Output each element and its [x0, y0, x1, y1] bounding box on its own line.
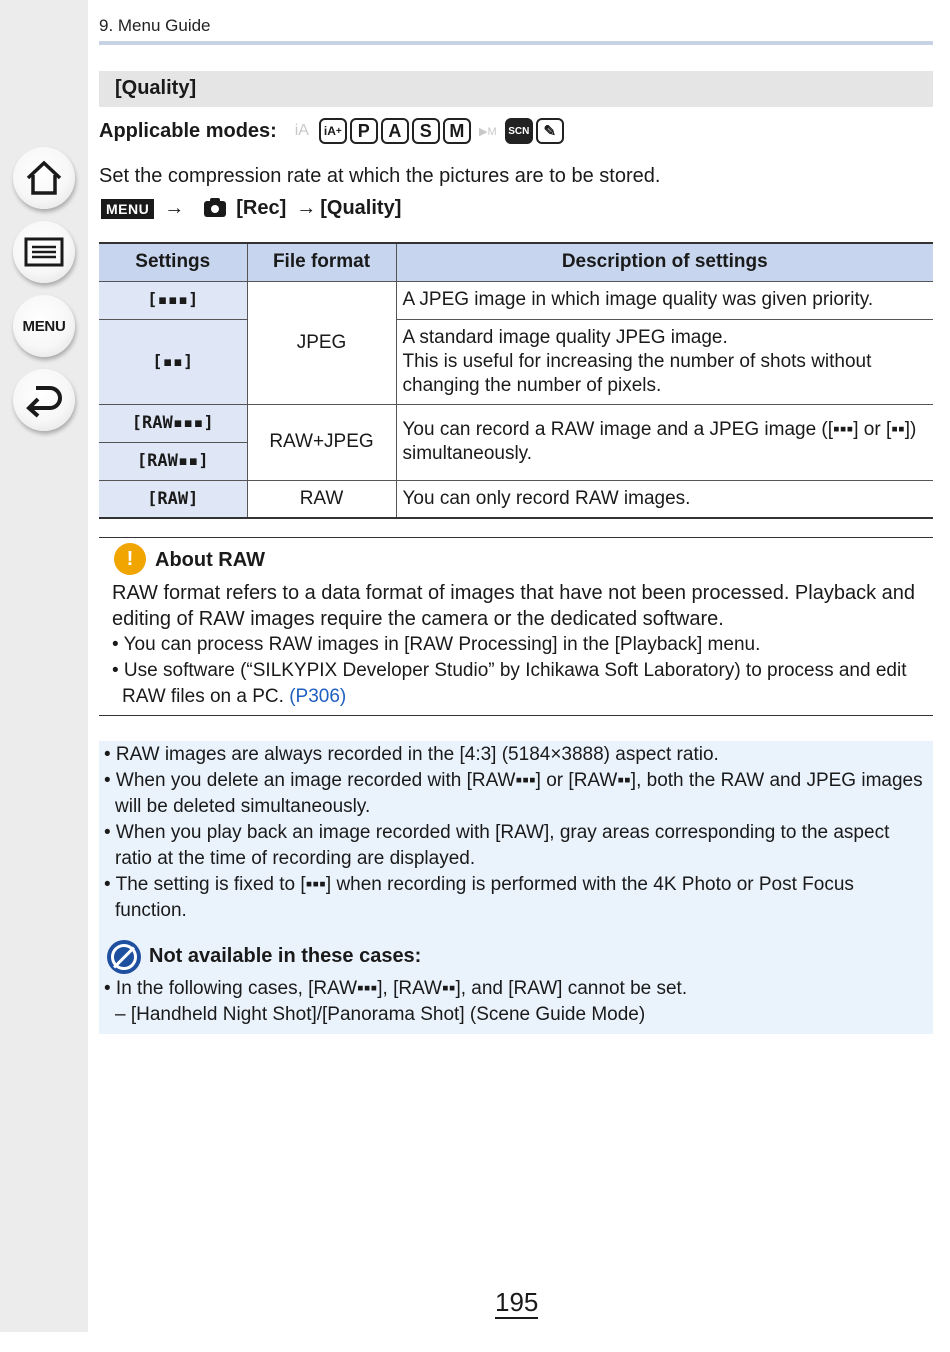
path-arrow: → — [164, 197, 185, 219]
back-button[interactable] — [13, 369, 75, 431]
lightbulb-icon: ! — [114, 543, 146, 575]
sidebar — [0, 0, 88, 1332]
format-raw: RAW — [247, 480, 396, 518]
menu-label: MENU — [22, 317, 66, 335]
modes-label: Applicable modes: — [99, 119, 277, 142]
note-item: • When you delete an image recorded with [RAW▪▪▪] or [RAW▪▪], both the RAW and JPEG images will be deleted simultaneously. — [104, 770, 923, 817]
page-link[interactable]: (P306) — [289, 686, 347, 707]
note-item: • When you play back an image recorded with [RAW], gray areas corresponding to the aspect ratio at the time of recording are displayed. — [104, 822, 890, 869]
table-row — [99, 404, 933, 442]
mode-s-icon: S — [412, 118, 440, 144]
intro-text: Set the compression rate at which the pictures are to be stored. — [99, 165, 661, 187]
about-raw-body: RAW format refers to a data format of images that have not been processed. Playback and editing of RAW images require the camera or the dedicated software. — [112, 582, 916, 630]
setting-standard-icon: [▪▪] — [99, 319, 247, 404]
desc-raw: You can only record RAW images. — [396, 480, 933, 518]
mode-movie-icon: ▶M — [479, 125, 497, 138]
path-arrow: → — [296, 197, 317, 219]
mode-ia-plus-icon: iA + — [319, 118, 347, 144]
col-header-settings: Settings — [99, 243, 247, 281]
setting-raw-fine-icon: [RAW▪▪▪] — [99, 404, 247, 442]
mode-p-icon: P — [350, 118, 378, 144]
mode-scn-icon: SCN — [505, 118, 533, 144]
path-quality: [Quality] — [320, 197, 402, 219]
mode-a-icon: A — [381, 118, 409, 144]
path-rec: [Rec] — [236, 197, 287, 219]
table-row — [99, 480, 933, 518]
about-raw-bullet — [112, 658, 925, 710]
about-raw-box — [99, 537, 933, 716]
desc-fine: A JPEG image in which image quality was given priority. — [396, 281, 933, 319]
list-icon — [24, 237, 64, 267]
about-raw-bullet: • You can process RAW images in [RAW Processing] in the [Playback] menu. — [112, 634, 761, 655]
col-header-file-format: File format — [247, 243, 396, 281]
note-item: • In the following cases, [RAW▪▪▪], [RAW▪▪], and [RAW] cannot be set. — [104, 978, 688, 999]
camera-icon — [204, 201, 226, 217]
note-item: • The setting is fixed to [▪▪▪] when recording is performed with the 4K Photo or Post Focus function. — [104, 874, 854, 921]
section-title: [Quality] — [99, 71, 933, 107]
menu-path — [101, 197, 401, 220]
not-available-title: Not available in these cases: — [149, 945, 422, 967]
desc-raw-jpeg: You can record a RAW image and a JPEG image ([▪▪▪] or [▪▪]) simultaneously. — [396, 404, 933, 480]
format-raw-jpeg: RAW+JPEG — [247, 404, 396, 480]
home-icon — [24, 159, 64, 197]
format-jpeg: JPEG — [247, 281, 396, 404]
page-number: 195 — [495, 1287, 539, 1317]
mode-m-icon: M — [443, 118, 471, 144]
setting-raw-icon: [RAW] — [99, 480, 247, 518]
menu-button[interactable] — [13, 295, 75, 357]
quality-settings-table — [99, 242, 933, 519]
notes-box — [99, 741, 933, 1034]
mode-ia-icon: iA — [294, 122, 309, 139]
about-raw-bullet-text: • Use software (“SILKYPIX Developer Studio” by Ichikawa Soft Laboratory) to process and edit RAW files on a PC. — [112, 660, 907, 707]
setting-fine-icon: [▪▪▪] — [99, 281, 247, 319]
note-item: • RAW images are always recorded in the [4:3] (5184×3888) aspect ratio. — [104, 744, 719, 765]
setting-raw-standard-icon: [RAW▪▪] — [99, 442, 247, 480]
home-button[interactable] — [13, 147, 75, 209]
note-item: – [Handheld Night Shot]/[Panorama Shot] (Scene Guide Mode) — [115, 1004, 646, 1025]
col-header-description: Description of settings — [396, 243, 933, 281]
not-available-icon — [107, 940, 141, 974]
table-row — [99, 319, 933, 404]
contents-button[interactable] — [13, 221, 75, 283]
back-arrow-icon — [24, 382, 64, 418]
applicable-modes — [99, 118, 564, 144]
menu-tag-icon: MENU — [101, 199, 154, 219]
chapter-header: 9. Menu Guide — [99, 16, 211, 35]
about-raw-title: About RAW — [155, 549, 265, 571]
table-row — [99, 281, 933, 319]
desc-standard: A standard image quality JPEG image. This is useful for increasing the number of shots without changing the number of pixels. — [396, 319, 933, 404]
header-divider — [99, 41, 933, 45]
mode-creative-icon: ✎ — [536, 118, 564, 144]
